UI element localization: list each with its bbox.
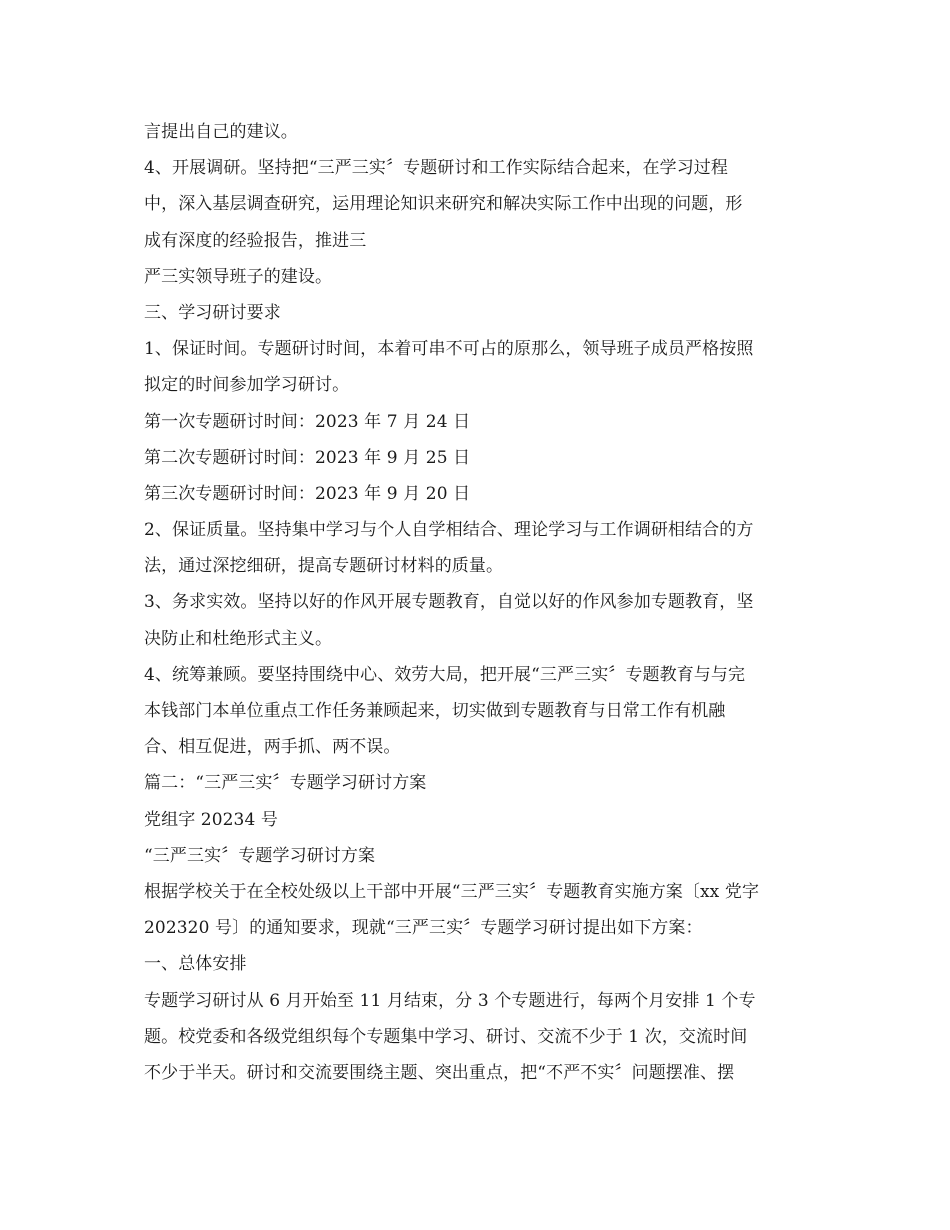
text-line: 言提出自己的建议。	[144, 122, 298, 142]
text-line: 法，通过深挖细研，提高专题研讨材料的质量。	[144, 556, 504, 577]
text-line: 成有深度的经验报告，推进三	[144, 230, 367, 251]
text-line: 专题学习研讨从 6 月开始至 11 月结束，分 3 个专题进行，每两个月安排 1 个专	[144, 990, 756, 1011]
text-line: 中，深入基层调查研究，运用理论知识来研究和解决实际工作中出现的问题，形	[144, 194, 743, 215]
text-line: 4、统筹兼顾。要坚持围绕中心、效劳大局，把开展“三严三实〞专题教育与与完	[144, 664, 746, 685]
chapter-heading: 篇二：“三严三实〞专题学习研讨方案	[144, 773, 427, 794]
text-line: 题。校党委和各级党组织每个专题集中学习、研讨、交流不少于 1 次，交流时间	[144, 1026, 748, 1047]
document-body	[144, 114, 810, 1091]
text-line: 3、务求实效。坚持以好的作风开展专题教育，自觉以好的作风参加专题教育，坚	[144, 592, 754, 613]
text-line: 2、保证质量。坚持集中学习与个人自学相结合、理论学习与工作调研相结合的方	[144, 520, 754, 541]
text-line: 合、相互促进，两手抓、两不误。	[144, 737, 401, 758]
text-line: 1、保证时间。专题研讨时间，本着可串不可占的原那么，领导班子成员严格按照	[144, 339, 754, 360]
text-line: 不少于半天。研讨和交流要围绕主题、突出重点，把“不严不实〞问题摆准、摆	[144, 1062, 735, 1083]
text-line: 严三实领导班子的建设。	[144, 266, 333, 287]
text-line: 4、开展调研。坚持把“三严三实〞专题研讨和工作实际结合起来，在学习过程	[144, 158, 729, 179]
text-line: 本钱部门本单位重点工作任务兼顾起来，切实做到专题教育与日常工作有机融	[144, 701, 726, 721]
section-heading: 一、总体安排	[144, 954, 247, 975]
text-line: 拟定的时间参加学习研讨。	[144, 375, 350, 396]
text-line: 根据学校关于在全校处级以上干部中开展“三严三实〞专题教育实施方案〔xx 党字	[144, 881, 760, 902]
schedule-line: 第三次专题研讨时间：2023 年 9 月 20 日	[144, 483, 471, 504]
text-line: 决防止和杜绝形式主义。	[144, 628, 333, 649]
section-heading: 三、学习研讨要求	[144, 302, 281, 323]
text-line: 202320 号〕的通知要求，现就“三严三实〞专题学习研讨提出如下方案：	[144, 918, 703, 939]
schedule-line: 第一次专题研讨时间：2023 年 7 月 24 日	[144, 411, 471, 432]
schedule-line: 第二次专题研讨时间：2023 年 9 月 25 日	[144, 447, 471, 468]
document-title: “三严三实〞专题学习研讨方案	[144, 845, 376, 866]
document-number: 党组字 20234 号	[144, 809, 278, 830]
